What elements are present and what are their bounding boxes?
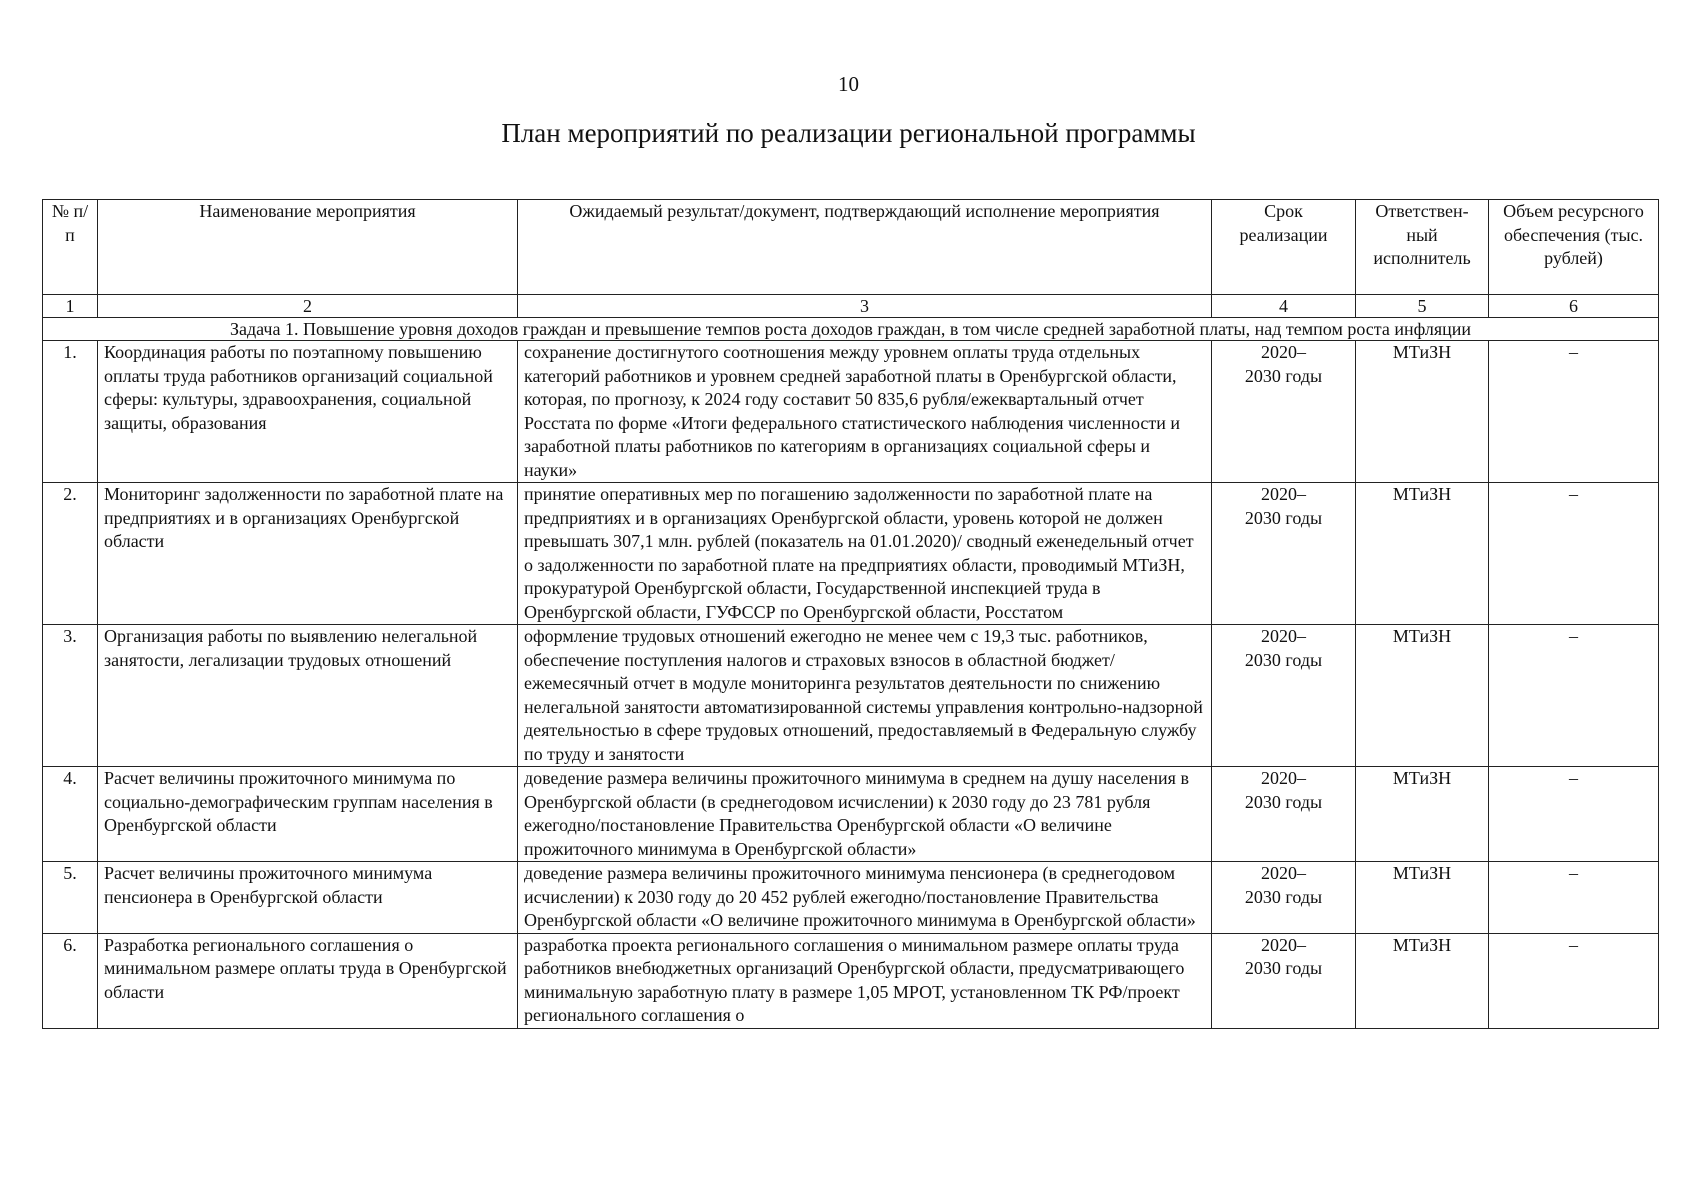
- term-cell: [1212, 625, 1356, 767]
- executor: МТиЗН: [1356, 767, 1489, 862]
- row-number: 2.: [43, 483, 98, 625]
- page-number: 10: [838, 72, 859, 96]
- table-row: [43, 625, 1659, 767]
- activity-name: Мониторинг задолженности по заработной плате на предприятиях и в организациях Оренбургской области: [98, 483, 518, 625]
- table-header-row: [43, 200, 1659, 295]
- activity-name: Расчет величины прожиточного минимума пенсионера в Оренбургской области: [98, 862, 518, 934]
- expected-result: разработка проекта регионального соглашения о минимальном размере оплаты труда работников внебюджетных организаций Оренбургской области, предусматривающего минимальную заработную плату в размере 1,05 МРОТ, установленном ТК РФ/проект регионального соглашения о: [518, 933, 1212, 1028]
- executor: МТиЗН: [1356, 341, 1489, 483]
- activity-name: Координация работы по поэтапному повышению оплаты труда работников организаций социальной сферы: культуры, здравоохранения, социальной защиты, образования: [98, 341, 518, 483]
- expected-result: оформление трудовых отношений ежегодно не менее чем с 19,3 тыс. работников, обеспечение поступления налогов и страховых взносов в областной бюджет/ежемесячный отчет в модуле мониторинга результатов деятельности по снижению нелегальной занятости автоматизированной системы управления контрольно-надзорной деятельностью в сфере трудовых отношений, предоставляемый в Федеральную службу по труду и занятости: [518, 625, 1212, 767]
- column-number-row: [43, 295, 1659, 318]
- term-start: 2020–: [1261, 484, 1306, 504]
- column-number: 5: [1356, 295, 1489, 318]
- resource-volume: –: [1489, 483, 1659, 625]
- term-start: 2020–: [1261, 626, 1306, 646]
- task-title: Задача 1. Повышение уровня доходов граждан и превышение темпов роста доходов граждан, в том числе средней заработной платы, над темпом роста инфляции: [43, 318, 1659, 341]
- table-row: [43, 483, 1659, 625]
- column-number: 1: [43, 295, 98, 318]
- term-end: 2030 годы: [1244, 958, 1323, 978]
- term-start: 2020–: [1261, 342, 1306, 362]
- column-number: 6: [1489, 295, 1659, 318]
- expected-result: доведение размера величины прожиточного минимума в среднем на душу населения в Оренбургской области (в среднегодовом исчислении) к 2030 году до 23 781 рубля ежегодно/постановление Правительства Оренбургской области «О величине прожиточного минимума в Оренбургской области»: [518, 767, 1212, 862]
- expected-result: доведение размера величины прожиточного минимума пенсионера (в среднегодовом исчислении) к 2030 году до 20 452 рублей ежегодно/постановление Правительства Оренбургской области «О величине прожиточного минимума в Оренбургской области»: [518, 862, 1212, 934]
- table-row: [43, 341, 1659, 483]
- column-number: 4: [1212, 295, 1356, 318]
- term-cell: [1212, 933, 1356, 1028]
- header-name: Наименование мероприятия: [98, 200, 518, 295]
- resource-volume: –: [1489, 933, 1659, 1028]
- activity-name: Организация работы по выявлению нелегальной занятости, легализации трудовых отношений: [98, 625, 518, 767]
- table-row: [43, 862, 1659, 934]
- executor: МТиЗН: [1356, 933, 1489, 1028]
- header-term: Срок реализации: [1212, 200, 1356, 295]
- row-number: 3.: [43, 625, 98, 767]
- executor: МТиЗН: [1356, 483, 1489, 625]
- term-start: 2020–: [1261, 863, 1306, 883]
- header-num: № п/п: [43, 200, 98, 295]
- row-number: 6.: [43, 933, 98, 1028]
- activity-name: Расчет величины прожиточного минимума по социально-демографическим группам населения в Оренбургской области: [98, 767, 518, 862]
- row-number: 5.: [43, 862, 98, 934]
- resource-volume: –: [1489, 341, 1659, 483]
- expected-result: принятие оперативных мер по погашению задолженности по заработной плате на предприятиях и в организациях Оренбургской области, уровень которой не должен превышать 307,1 млн. рублей (показатель на 01.01.2020)/ сводный еженедельный отчет о задолженности по заработной плате на предприятиях области, проводимый МТиЗН, прокуратурой Оренбургской области, Государственной инспекцией труда в Оренбургской области, ГУФССР по Оренбургской области, Росстатом: [518, 483, 1212, 625]
- term-start: 2020–: [1261, 768, 1306, 788]
- row-number: 4.: [43, 767, 98, 862]
- column-number: 2: [98, 295, 518, 318]
- term-end: 2030 годы: [1244, 791, 1323, 812]
- executor: МТиЗН: [1356, 625, 1489, 767]
- term-cell: [1212, 341, 1356, 483]
- term-cell: [1212, 767, 1356, 862]
- term-cell: [1212, 862, 1356, 934]
- executor: МТиЗН: [1356, 862, 1489, 934]
- term-end: 2030 годы: [1244, 507, 1323, 528]
- plan-table: [42, 199, 1659, 1029]
- page-title: План мероприятий по реализации региональной программы: [501, 118, 1196, 148]
- activity-name: Разработка регионального соглашения о минимальном размере оплаты труда в Оренбургской области: [98, 933, 518, 1028]
- resource-volume: –: [1489, 625, 1659, 767]
- task-row: [43, 318, 1659, 341]
- resource-volume: –: [1489, 862, 1659, 934]
- table-row: [43, 767, 1659, 862]
- term-end: 2030 годы: [1244, 365, 1323, 386]
- term-end: 2030 годы: [1244, 886, 1323, 907]
- expected-result: сохранение достигнутого соотношения между уровнем оплаты труда отдельных категорий работников и уровнем средней заработной платы в Оренбургской области, которая, по прогнозу, к 2024 году составит 50 835,6 рубля/ежеквартальный отчет Росстата по форме «Итоги федерального статистического наблюдения численности и заработной платы работников по категориям в организациях социальной сферы и науки»: [518, 341, 1212, 483]
- row-number: 1.: [43, 341, 98, 483]
- term-end: 2030 годы: [1244, 649, 1323, 670]
- column-number: 3: [518, 295, 1212, 318]
- term-start: 2020–: [1261, 934, 1306, 955]
- term-cell: [1212, 483, 1356, 625]
- resource-volume: –: [1489, 767, 1659, 862]
- header-executor: Ответствен-ный исполнитель: [1356, 200, 1489, 295]
- header-volume: Объем ресурсного обеспечения (тыс. рублей): [1489, 200, 1659, 295]
- header-result: Ожидаемый результат/документ, подтверждающий исполнение мероприятия: [518, 200, 1212, 295]
- table-row: [43, 933, 1659, 1028]
